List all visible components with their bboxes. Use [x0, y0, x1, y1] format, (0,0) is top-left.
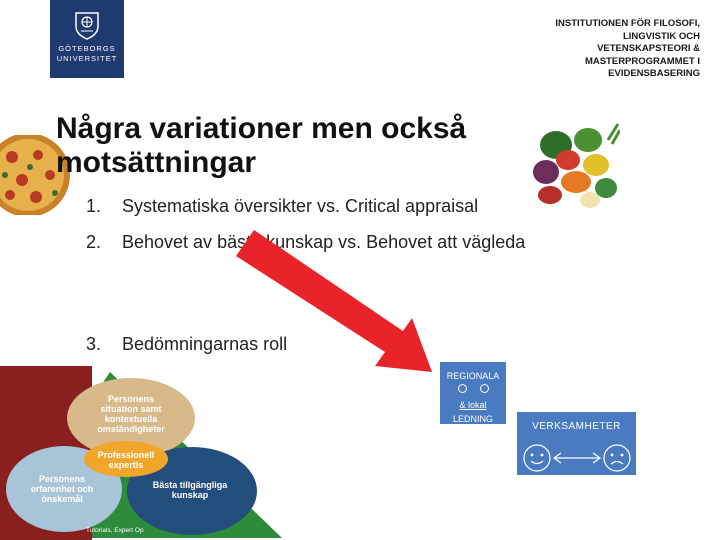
circle-icon — [458, 384, 467, 393]
model-label-right — [138, 480, 242, 500]
model-text: Bästa tillgängliga — [152, 480, 228, 490]
model-text: erfarenhet och — [30, 484, 94, 494]
regional-line-1: REGIONALA — [446, 371, 500, 381]
model-text: önskemål — [41, 494, 83, 504]
happy-sad-faces-icon — [517, 440, 636, 475]
model-label-center — [96, 450, 156, 470]
list-item-text: Systematiska översikter vs. Critical appraisal — [122, 196, 479, 216]
department-line: LINGVISTIK OCH — [622, 30, 700, 42]
logo-line-1: GÖTEBORGS — [58, 44, 116, 53]
model-label-left — [10, 474, 114, 504]
verksamheter-box — [517, 412, 636, 475]
list-item-number: 1. — [86, 196, 102, 216]
regional-ledning-box — [440, 362, 506, 424]
department-line: INSTITUTIONEN FÖR FILOSOFI, — [555, 18, 700, 29]
logo-line-2: UNIVERSITET — [56, 54, 118, 63]
department-line: EVIDENSBASERING — [608, 68, 700, 79]
slide-title-line-1: Några variationer men också — [56, 112, 467, 145]
model-text: situation samt — [100, 404, 162, 414]
regional-line-3: LEDNING — [452, 414, 493, 424]
model-text: Personens — [38, 474, 86, 484]
list-item-number: 2. — [86, 232, 102, 252]
list-item-text: Bedömningarnas roll — [122, 334, 288, 354]
model-text: Personens — [107, 394, 155, 404]
department-line: MASTERPROGRAMMET I — [584, 55, 700, 67]
circle-icon — [480, 384, 489, 393]
model-text: Professionell — [97, 450, 155, 460]
regional-line-2: & lokal — [459, 400, 487, 410]
model-text: expertis — [108, 460, 144, 470]
model-label-top — [83, 394, 179, 434]
model-text: kunskap — [171, 490, 209, 500]
model-text: kontextuella — [104, 414, 158, 424]
verksamheter-label: VERKSAMHETER — [532, 421, 621, 432]
department-line: VETENSKAPSTEORI & — [597, 43, 700, 54]
model-text: omständigheter — [97, 424, 165, 434]
model-footer: Tutorials, Expert Op — [86, 527, 144, 534]
slide-title-line-2: motsättningar — [56, 146, 257, 179]
list-item-number: 3. — [86, 334, 102, 354]
list-item-text: Behovet av bästa kunskap vs. Behovet att vägleda — [122, 232, 526, 252]
